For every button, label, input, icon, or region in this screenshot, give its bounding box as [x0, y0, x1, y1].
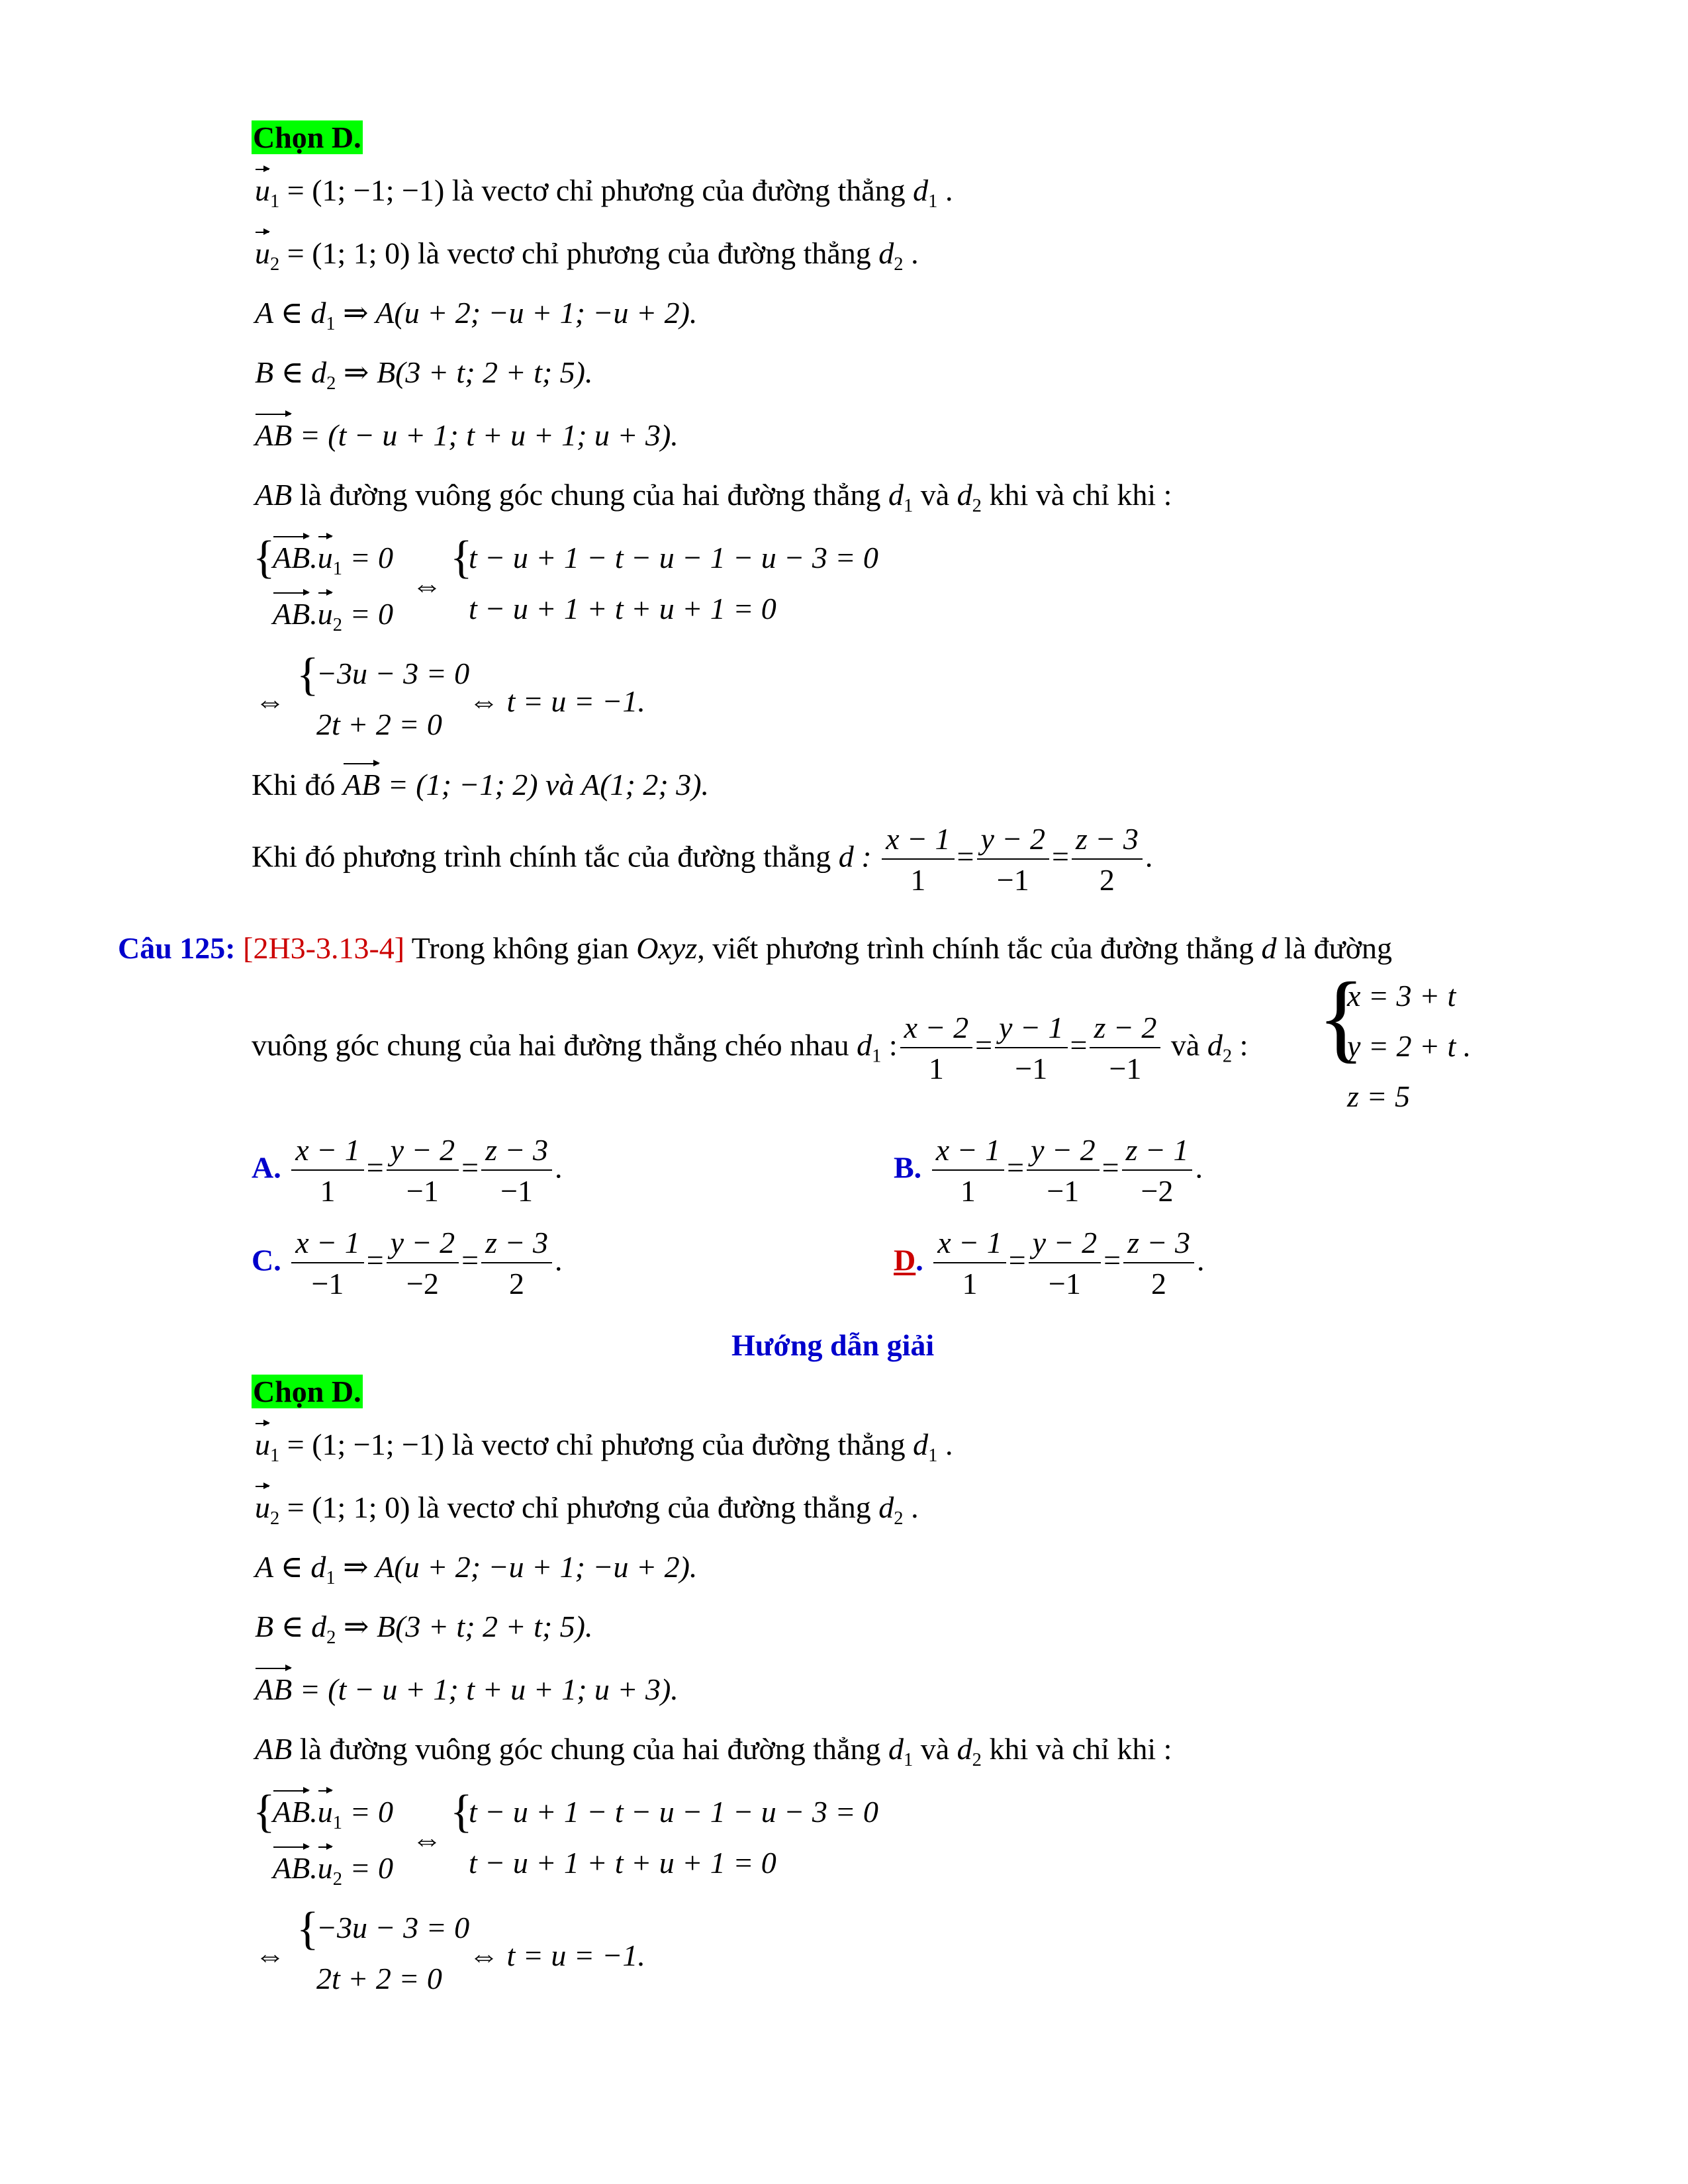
question-line2: vuông góc chung của hai đường thẳng chéo nhau $d_1$ : $\frac{x - 2}{1}$ = $\frac{y - 1}{-1}$ = $\frac{z - 2}{-1}$ và $d_2$ :: [252, 1011, 1248, 1085]
chon-d-label-2: Chọn D.: [253, 1375, 361, 1408]
line-B-2: B ∈ $d_2$ ⇒ B(3 + t; 2 + t; 5).: [255, 1610, 593, 1648]
line-A: A ∈ $d_1$ ⇒ A(u + 2; −u + 1; −u + 2).: [255, 296, 698, 334]
solution-heading: Hướng dẫn giải: [731, 1328, 935, 1362]
sys1-row2: $AB.u_2 = 0$: [273, 597, 394, 635]
sys6-row2: 2t + 2 = 0: [316, 1962, 442, 1995]
line-u2: $u_2 = (1$; 1; 0) là vectơ chỉ phương của đường thẳng $d_2$ .: [255, 236, 919, 275]
sys4-row2: $AB.u_2 = 0$: [273, 1851, 394, 1889]
line-AB-2: AB = (t − u + 1; t + u + 1; u + 3).: [255, 1672, 679, 1706]
line-B: B ∈ $d_2$ ⇒ B(3 + t; 2 + t; 5).: [255, 355, 593, 394]
sys2-row2: t − u + 1 + t + u + 1 = 0: [469, 592, 776, 625]
line-AB: AB = (t − u + 1; t + u + 1; u + 3).: [255, 418, 679, 452]
line-common: AB là đường vuông góc chung của hai đường thẳng $d_1$ và $d_2$ khi và chỉ khi :: [255, 478, 1172, 516]
sys3-result: ⇔ t = u = −1.: [469, 684, 645, 718]
line-u2-2: $u_2 = (1$; 1; 0) là vectơ chỉ phương của đường thẳng $d_2$ .: [255, 1490, 919, 1529]
khi-do-AB: Khi đó AB = (1; −1; 2) và A(1; 2; 3).: [252, 768, 710, 801]
brace-4: {: [253, 1786, 275, 1837]
brace-6: {: [297, 1903, 319, 1954]
line-u1: $u_1 = (1$; −1; −1) là vectơ chỉ phương của đường thẳng $d_1$ .: [255, 173, 953, 212]
sys1-row1: $AB.u_1 = 0$: [273, 541, 394, 579]
option-c[interactable]: C. $\frac{x - 1}{-1}$ = $\frac{y - 2}{-2}$ = $\frac{z - 3}{2}$ .: [252, 1226, 563, 1300]
sys5-row2: t − u + 1 + t + u + 1 = 0: [469, 1846, 776, 1880]
iff-3: ⇔: [412, 1823, 442, 1856]
line-A-2: A ∈ $d_1$ ⇒ A(u + 2; −u + 1; −u + 2).: [255, 1550, 698, 1588]
question-125: Câu 125: [2H3-3.13-4] Trong không gian Oxyz, viết phương trình chính tắc của đường thẳng d là đường: [118, 931, 1392, 965]
sys4-row1: $AB.u_1 = 0$: [273, 1795, 394, 1833]
d2-brace: {: [1317, 962, 1365, 1072]
sys3-row2: 2t + 2 = 0: [316, 707, 442, 741]
iff-4: ⇔: [255, 1938, 285, 1972]
line-u1-2: $u_1 = (1$; −1; −1) là vectơ chỉ phương của đường thẳng $d_1$ .: [255, 1428, 953, 1466]
option-b[interactable]: B. $\frac{x - 1}{1}$ = $\frac{y - 2}{-1}$ = $\frac{z - 1}{-2}$ .: [894, 1133, 1203, 1208]
iff-2: ⇔: [255, 684, 285, 718]
iff-1: ⇔: [412, 569, 442, 602]
sys6-result: ⇔ t = u = −1.: [469, 1938, 645, 1972]
brace-5: {: [450, 1786, 473, 1837]
sys5-row1: t − u + 1 − t − u − 1 − u − 3 = 0: [469, 1795, 878, 1829]
sys2-row1: t − u + 1 − t − u − 1 − u − 3 = 0: [469, 541, 878, 574]
brace-3: {: [297, 649, 319, 700]
sys3-row1: −3u − 3 = 0: [316, 657, 470, 690]
brace-2: {: [450, 532, 473, 583]
option-d[interactable]: D. $\frac{x - 1}{1}$ = $\frac{y - 2}{-1}$ = $\frac{z - 3}{2}$ .: [894, 1226, 1205, 1300]
khi-do-equation: Khi đó phương trình chính tắc của đường thẳng d : $\frac{x - 1}{1}$ = $\frac{y - 2}{-1}$ = $\frac{z - 3}{2}$ .: [252, 822, 1153, 897]
line-common-2: AB là đường vuông góc chung của hai đường thẳng $d_1$ và $d_2$ khi và chỉ khi :: [255, 1732, 1172, 1770]
sys6-row1: −3u − 3 = 0: [316, 1911, 470, 1944]
brace-1: {: [253, 532, 275, 583]
option-a[interactable]: A. $\frac{x - 1}{1}$ = $\frac{y - 2}{-1}$ = $\frac{z - 3}{-1}$ .: [252, 1133, 563, 1208]
chon-d-label-1: Chọn D.: [253, 120, 361, 154]
d2-z: z = 5: [1347, 1079, 1410, 1113]
d2-y: y = 2 + t .: [1347, 1029, 1472, 1063]
d2-x: x = 3 + t: [1347, 979, 1456, 1013]
